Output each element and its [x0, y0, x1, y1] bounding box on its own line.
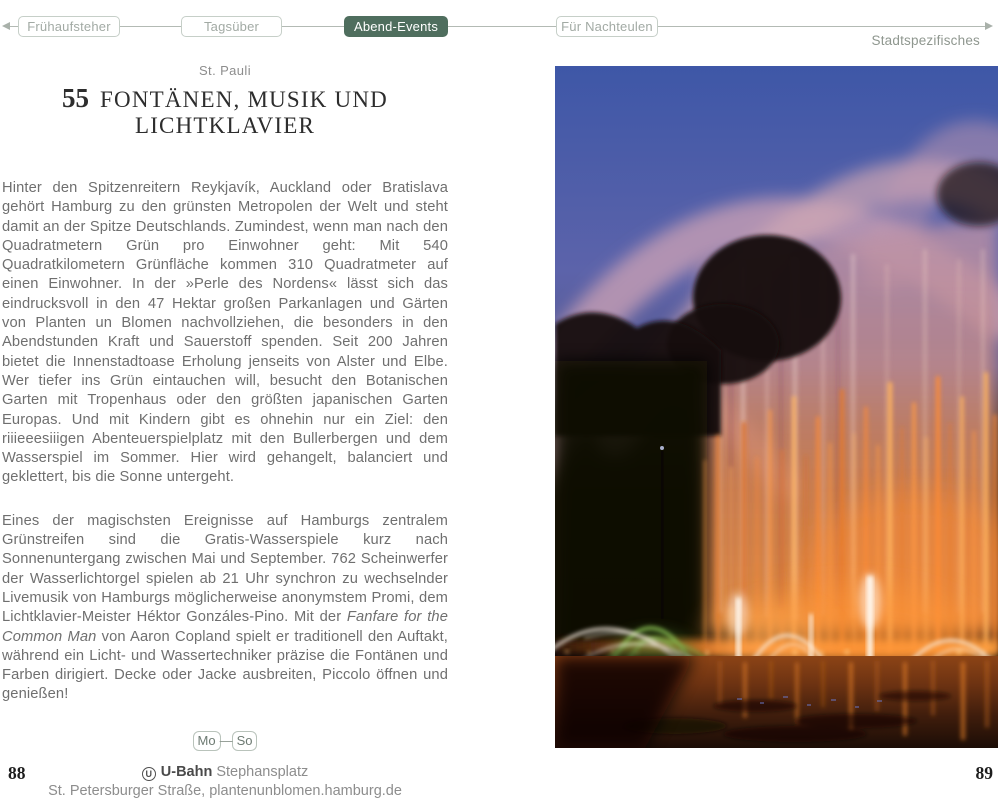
paragraph-2: Eines der magischsten Ereignisse auf Hamburgs zentralem Grünstreifen sind die Gratis-Wasserspiele kurz nach Sonnenuntergang zwischen Mai und September. 762 Scheinwerfer der Wasserlichtorgel spielen ab 21 Uhr synchron zu wechselnder Livemusik von Hamburgs möglicherweise anonymstem Promi, dem Lichtklavier-Meister Héktor Gonzáles-Pino. Mit der Fanfare for the Common Man von Aaron Copland spielt er traditionell den Auftakt, während ein Licht- und Wassertechniker präzise die Fontänen und Farben dirigiert. Decke oder Jacke ausbreiten, Piccolo öffnen und genießen! — [2, 512, 448, 703]
day-from-badge: Mo — [193, 731, 221, 751]
tab-tagsueber[interactable]: Tagsüber — [181, 16, 282, 37]
wasserlichtspiele-photo — [555, 66, 998, 748]
timeline-arrow-left-icon — [2, 22, 10, 30]
paragraph-1: Hinter den Spitzenreitern Reykjavík, Auckland oder Bratislava gehört Hamburg zu den grünsten Metropolen der Welt und steht damit an der Spitze Deutschlands. Zumindest, wenn man nach den Quadratmetern Grün pro Einwohner geht: Mit 540 Quadratkilometern Grünfläche kommen 310 Quadratmeter auf einen Einwohner. In der »Perle des Nordens« lässt sich das eindrucksvoll in den 47 Hektar großen Parkanlagen und Gärten von Planten un Blomen nachvollziehen, die besonders in den Abendstunden Kraft und Sauerstoff spenden. Seit 200 Jahren bietet die Innenstadtoase Erholung jenseits von Alster und Elbe. Wer tiefer ins Grün eintauchen will, besucht den Botanischen Garten mit Tropenhaus oder den größten japanischen Garten Europas. Und mit Kindern gibt es ohnehin nur ein Ziel: den riiieeesiiigen Abenteuerspielplatz mit den Bullerbergen und dem Wasserspiel im Sommer. Hier wird gehangelt, balanciert und geklettert, bis die Sonne untergeht. — [2, 180, 448, 486]
article-title-line1: 55 FONTÄNEN, MUSIK UND — [62, 83, 388, 113]
page-number-right: 89 — [975, 763, 993, 783]
timeline-arrow-right-icon — [985, 22, 993, 30]
article-title-line2: LICHTKLAVIER — [134, 113, 316, 138]
tab-fruehaufsteher[interactable]: Frühaufsteher — [18, 16, 120, 37]
district-kicker: St. Pauli — [198, 63, 251, 78]
article-title — [2, 85, 448, 139]
music-piece-title: Fanfare for the Common Man — [2, 609, 448, 645]
section-label-stadtspezifisches: Stadtspezifisches — [871, 33, 980, 48]
transit-info — [2, 764, 448, 781]
page-number-left: 88 — [8, 763, 26, 783]
transit-type: U-Bahn — [160, 763, 213, 780]
tab-fuer-nachteulen[interactable]: Für Nachteulen — [556, 16, 658, 37]
transit-station: Stephansplatz — [216, 763, 309, 780]
u-bahn-icon: U — [142, 767, 156, 781]
chapter-timeline — [0, 0, 1000, 52]
article — [2, 63, 448, 799]
day-to-badge: So — [232, 731, 258, 751]
address-line: St. Petersburger Straße, plantenunblomen.hamburg.de — [48, 782, 402, 799]
timeline-line — [8, 26, 986, 27]
day-range-dash: — — [219, 733, 233, 749]
article-number: 55 — [62, 83, 90, 113]
opening-days-badge — [2, 731, 448, 751]
tab-abend-events-active[interactable]: Abend-Events — [344, 16, 448, 37]
photo-water-reflections — [555, 656, 998, 748]
